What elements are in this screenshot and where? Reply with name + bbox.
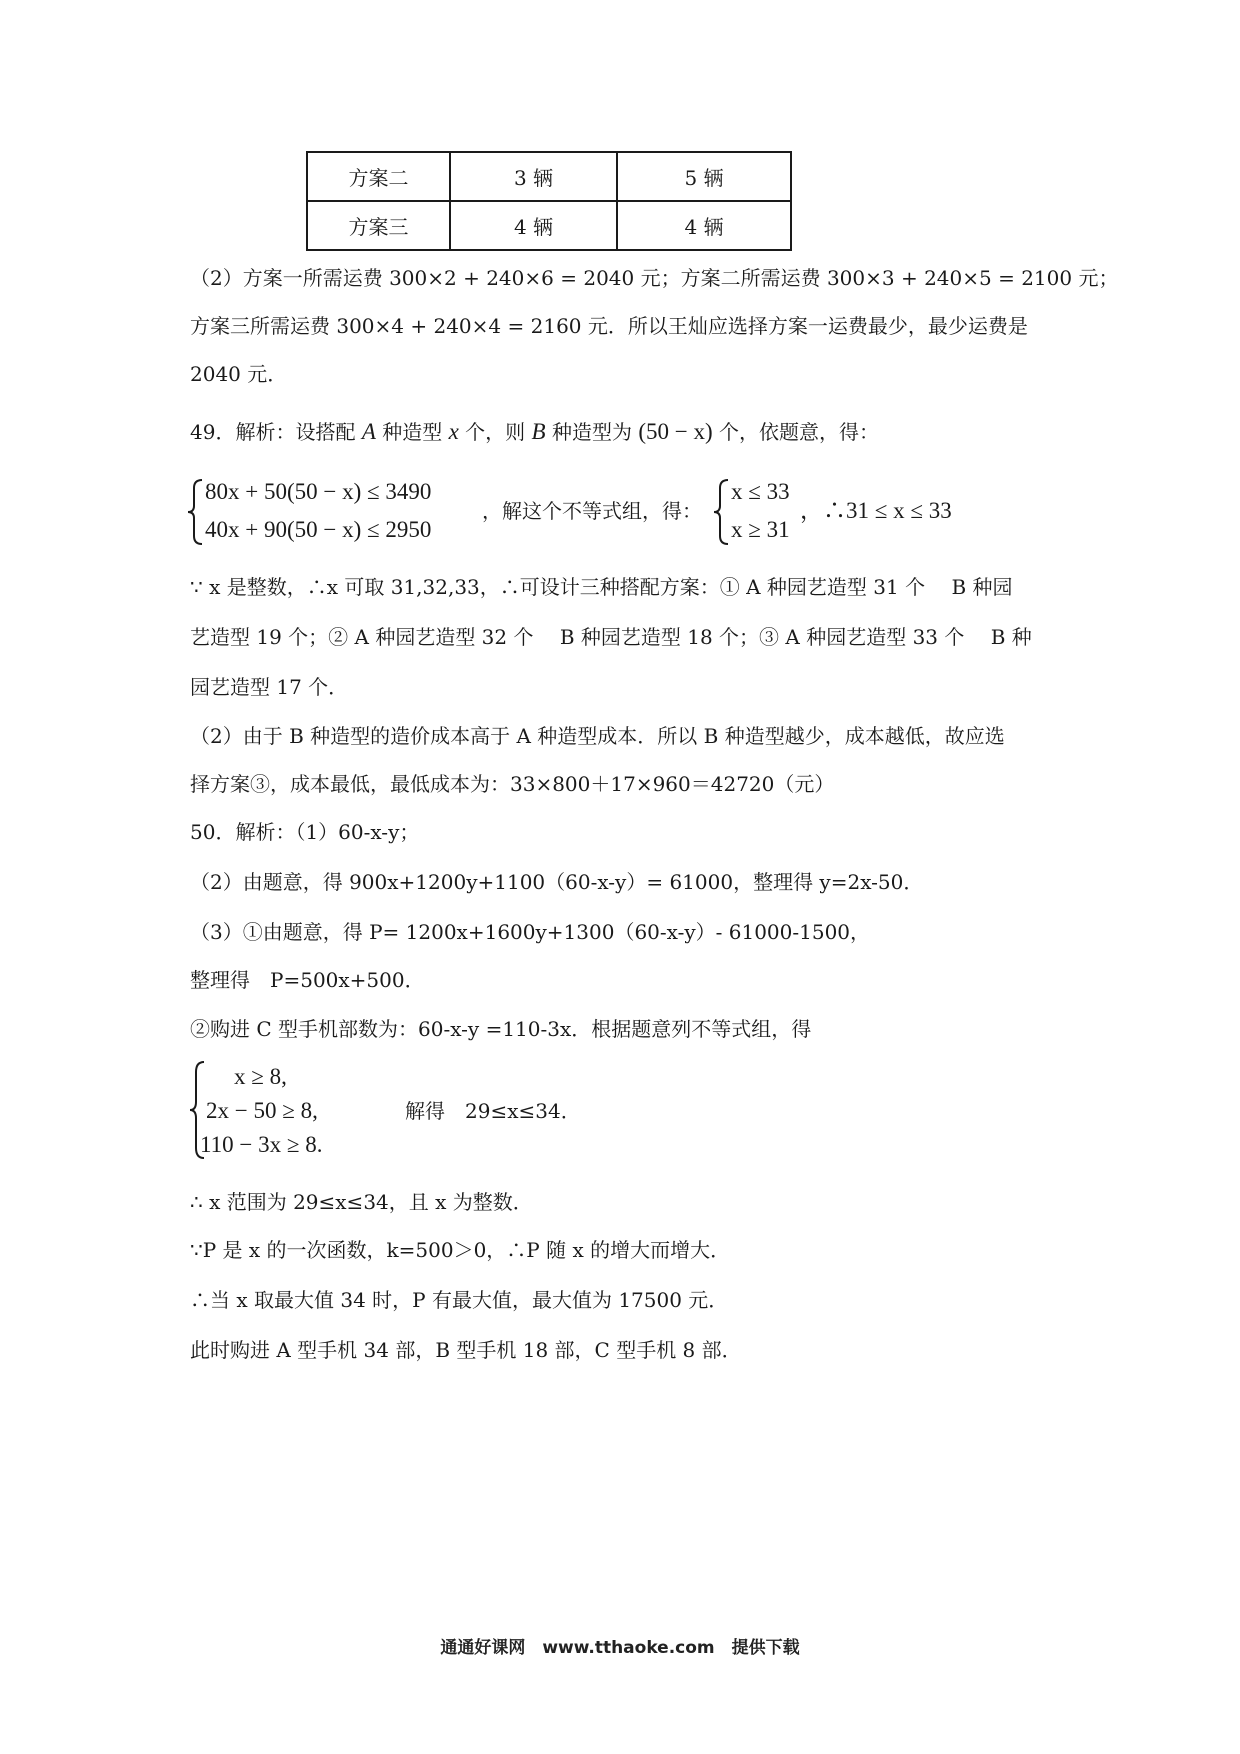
table-cell: 4 辆	[617, 201, 791, 250]
p50-line-7: ∵P 是 x 的一次函数，k=500＞0，∴P 随 x 的增大而增大．	[190, 1238, 731, 1262]
system2-result: ，∴31 ≤ x ≤ 33	[800, 498, 952, 523]
p48-line-3: 2040 元．	[190, 362, 288, 386]
p49-intro-d: 种造型为	[551, 420, 632, 444]
table-row	[307, 152, 791, 201]
table-cell: 方案二	[307, 152, 450, 201]
p50-line-8: ∴当 x 取最大值 34 时，P 有最大值，最大值为 17500 元．	[190, 1288, 729, 1312]
system3-row-3: 110 − 3x ≥ 8.	[200, 1132, 323, 1157]
p50-line-2: （2）由题意，得 900x+1200y+1100（60-x-y）= 61000，整理得 y=2x-50．	[190, 870, 924, 894]
table-cell: 3 辆	[450, 152, 617, 201]
p49-line-6: （2）由于 B 种造型的造价成本高于 A 种造型成本．所以 B 种造型越少，成本越低，故应选	[190, 724, 1005, 748]
var-x: x	[448, 419, 459, 444]
var-b: B	[531, 419, 546, 444]
system3-solution: 解得 29≤x≤34．	[405, 1099, 581, 1123]
p49-intro-b: 种造型	[382, 420, 443, 444]
p49-line-3: ∵ x 是整数，∴x 可取 31,32,33，∴可设计三种搭配方案：① A 种园艺造型 31 个 B 种园	[190, 575, 1013, 599]
left-brace-icon	[712, 478, 730, 546]
p50-line-5: ②购进 C 型手机部数为：60-x-y =110-3x．根据题意列不等式组，得	[190, 1017, 812, 1041]
p49-intro	[190, 418, 879, 446]
table-cell: 4 辆	[450, 201, 617, 250]
system3-row-1: x ≥ 8,	[234, 1064, 287, 1089]
p49-intro-c: 个，则	[465, 420, 526, 444]
plan-table	[306, 151, 792, 251]
p49-intro-a: 49．解析：设搭配	[190, 420, 356, 444]
system2-row-2: x ≥ 31	[731, 517, 790, 542]
p50-line-1: 50．解析：（1）60-x-y；	[190, 820, 420, 844]
p49-intro-e: 个，依题意，得：	[718, 420, 879, 444]
system1-row-1: 80x + 50(50 − x) ≤ 3490	[205, 479, 432, 504]
system1-middle-text: ，解这个不等式组，得：	[482, 499, 702, 523]
p50-line-3: （3）①由题意，得 P= 1200x+1600y+1300（60-x-y）- 61000-1500，	[190, 920, 871, 944]
left-brace-icon	[186, 478, 204, 546]
p49-line-7: 择方案③，成本最低，最低成本为：33×800＋17×960＝42720（元）	[190, 772, 835, 796]
p50-line-6: ∴ x 范围为 29≤x≤34，且 x 为整数．	[190, 1190, 533, 1214]
table-cell: 方案三	[307, 201, 450, 250]
table-row	[307, 201, 791, 250]
system3-row-2: 2x − 50 ≥ 8,	[206, 1098, 318, 1123]
var-a: A	[361, 419, 376, 444]
p48-line-1: （2）方案一所需运费 300×2 + 240×6 = 2040 元；方案二所需运费 300×3 + 240×5 = 2100 元；	[190, 266, 1119, 290]
expr-50-minus-x: (50 − x)	[638, 419, 713, 444]
p48-line-2: 方案三所需运费 300×4 + 240×4 = 2160 元．所以王灿应选择方案一运费最少，最少运费是	[190, 314, 1028, 338]
p49-line-4: 艺造型 19 个；② A 种园艺造型 32 个 B 种园艺造型 18 个；③ A 种园艺造型 33 个 B 种	[190, 625, 1032, 649]
p49-line-5: 园艺造型 17 个．	[190, 675, 349, 699]
page-footer: 通通好课网 www.tthaoke.com 提供下载	[440, 1638, 800, 1658]
system2-row-1: x ≤ 33	[731, 479, 790, 504]
p50-line-4: 整理得 P=500x+500．	[190, 968, 425, 992]
system1-row-2: 40x + 90(50 − x) ≤ 2950	[205, 517, 432, 542]
p50-line-9: 此时购进 A 型手机 34 部，B 型手机 18 部，C 型手机 8 部．	[190, 1338, 742, 1362]
table-cell: 5 辆	[617, 152, 791, 201]
